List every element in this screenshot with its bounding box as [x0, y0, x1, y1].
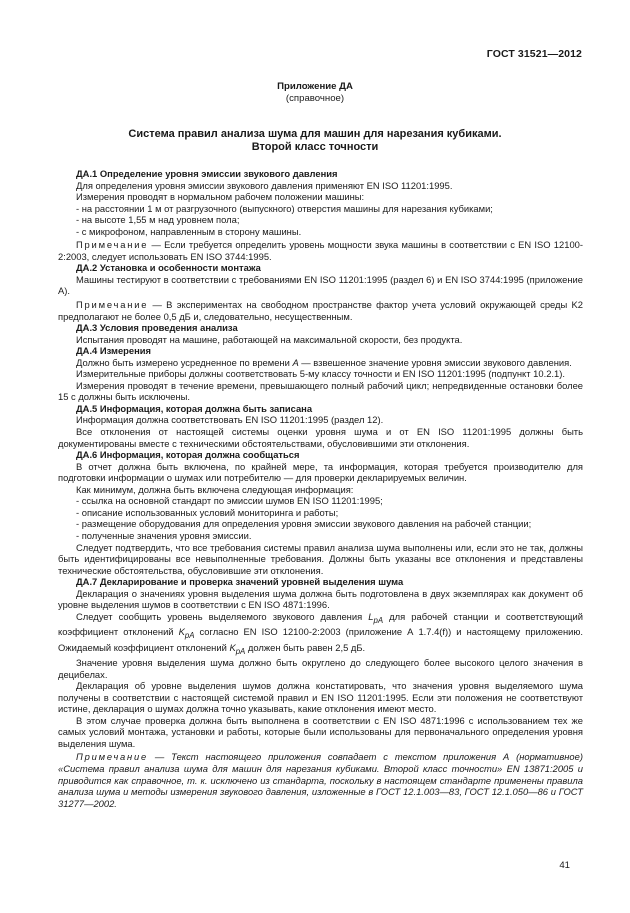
section-heading: ДА.5 Информация, которая должна быть записана: [76, 402, 313, 414]
appendix-title: Приложение ДА: [277, 81, 353, 92]
paragraph: Испытания проводят на машине, работающей на максимальной скорости, без продукта.: [76, 333, 463, 345]
section-heading: ДА.3 Условия проведения анализа: [76, 322, 238, 334]
paragraph: Значение уровня выделения шума должно быть округлено до следующего более высокого целого значения в децибелах.: [58, 657, 583, 680]
note-text: — В экспериментах на свободном пространстве фактор учета условий окружающей среды K2 предполагают не более 0,5 дБ и, следовательно, несущественным.: [58, 299, 583, 322]
list-item: - на высоте 1,55 м над уровнем пола;: [76, 214, 240, 226]
paragraph: Как минимум, должна быть включена следующая информация:: [76, 483, 354, 495]
text-run: для рабочей станции и соответствующий коэффициент отклонений: [58, 610, 583, 638]
text-run: Должно быть измерено усредненное по времени: [76, 356, 293, 368]
page-number: 41: [559, 860, 570, 871]
note: [58, 239, 583, 262]
text-run: — взвешенное значение уровня эмиссии звукового давления.: [298, 356, 572, 368]
document-title-line1: Система правил анализа шума для машин для нарезания кубиками.: [128, 128, 502, 140]
section-heading: ДА.7 Декларирование и проверка значений уровней выделения шума: [76, 576, 404, 588]
note: [58, 299, 583, 322]
section-heading: ДА.6 Информация, которая должна сообщаться: [76, 449, 300, 461]
paragraph: Измерительные приборы должны соответствовать 5-му классу точности и EN ISO 11201:1995 (подпункт 10.2.1).: [76, 368, 565, 380]
appendix-subtitle: (справочное): [285, 93, 345, 104]
section-heading: ДА.2 Установка и особенности монтажа: [76, 262, 261, 274]
paragraph: Информация должна соответствовать EN ISO 11201:1995 (раздел 12).: [76, 414, 384, 426]
list-item: - ссылка на основной стандарт по эмиссии шумов EN ISO 11201:1995;: [76, 495, 383, 507]
paragraph: Декларация об уровне выделения шумов должна констатировать, что значения уровня выделяемого шума получены в соответствии с настоящей системой правил и EN ISO 11201:1995. Если эти положения не соответствуют истине, декларация о шумах должна точно указывать, какие отклонения имеют место.: [58, 680, 583, 715]
list-item: - описание использованных условий мониторинга и работы;: [76, 506, 339, 518]
note-text: — Если требуется определить уровень мощности звука машины в соответствии с EN ISO 12100-2:2003, следует использовать EN ISO 3744:1995.: [58, 239, 583, 262]
list-item: - с микрофоном, направленным в сторону машины.: [76, 225, 302, 237]
subscript: pA: [235, 646, 246, 656]
paragraph: В этом случае проверка должна быть выполнена в соответствии с EN ISO 4871:1996 с использованием тех же самых условий монтажа, установки и работы, которые были использованы для первоначального определения уровня выделения шума.: [58, 714, 583, 749]
list-item: - размещение оборудования для определения уровня эмиссии звукового давления на рабочей станции;: [76, 518, 532, 530]
section-heading: ДА.1 Определение уровня эмиссии звукового давления: [76, 168, 338, 179]
text-run: Следует сообщить уровень выделяемого звукового давления: [76, 610, 369, 622]
paragraph: Измерения проводят в течение времени, превышающего полный рабочий цикл; непредвиденные остановки более 15 с должны быть исключены.: [58, 379, 583, 403]
standard-number: ГОСТ 31521—2012: [486, 48, 582, 60]
document-title-line2: Второй класс точности: [251, 141, 379, 153]
subscript: pA: [184, 631, 195, 641]
note-text: — Текст настоящего приложения совпадает с текстом приложения А (нормативное) «Система правил анализа шума для машин для нарезания кубиками. Второй класс точности» EN 13871:2005 и приводится как справочное, т. к. исключено из стандарта, поскольку в настоящем стандарте применены правила анализа шума и методы измерения звукового давления, изложенные в ГОСТ 12.1.003—83, ГОСТ 12.1.050—86 и ГОСТ 31277—2002.: [58, 751, 583, 809]
paragraph: В отчет должна быть включена, по крайней мере, та информация, которая требуется производителю для подготовки информации о шумах или потребителю — для проверки декларируемых величин.: [58, 460, 583, 484]
paragraph: Следует подтвердить, что все требования системы правил анализа шума выполнены или, если это не так, должны быть идентифицированы все невыполненные требования. Должны быть указаны все отклонения и представлены технические обстоятельства, обусловившие эти отклонения.: [58, 541, 583, 576]
variable: K: [229, 641, 236, 653]
final-note: [58, 751, 583, 809]
text-run: согласно EN ISO 12100-2:2003 (приложение А 1.7.4(f)) и настоящему приложению. Ожидаемый коэффициент отклонений: [58, 626, 583, 653]
paragraph: Для определения уровня эмиссии звукового давления применяют EN ISO 11201:1995.: [76, 179, 453, 191]
note-label: Примечание: [76, 751, 148, 763]
variable: A: [292, 356, 299, 368]
document-body: [58, 168, 583, 809]
paragraph: Декларация о значениях уровня выделения шума должна быть подготовлена в двух экземплярах как документ об уровне выделения шумов в соответствии с EN ISO 4871:1996.: [58, 587, 583, 611]
paragraph: Машины тестируют в соответствии с требованиями EN ISO 11201:1995 (раздел 6) и EN ISO 3744:1995 (приложение А).: [58, 273, 583, 297]
text-run: должен быть равен 2,5 дБ.: [245, 641, 366, 653]
section-heading: ДА.4 Измерения: [76, 345, 152, 357]
list-item: - полученные значения уровня эмиссии.: [76, 529, 252, 541]
paragraph: [58, 611, 583, 657]
variable: L: [368, 610, 374, 622]
paragraph: [58, 357, 583, 369]
paragraph: Измерения проводят в нормальном рабочем положении машины:: [76, 191, 365, 203]
list-item: - на расстоянии 1 м от разгрузочного (выпускного) отверстия машины для нарезания кубиками;: [76, 202, 493, 214]
subscript: pA: [373, 615, 384, 625]
variable: K: [178, 626, 185, 638]
note-label: Примечание: [76, 299, 149, 311]
paragraph: Все отклонения от настоящей системы оценки уровня шума и от EN ISO 11201:1995 должны быть документированы вместе с техническими обстоятельствами, обусловившими эти отклонения.: [58, 426, 583, 449]
note-label: Примечание: [76, 239, 149, 251]
